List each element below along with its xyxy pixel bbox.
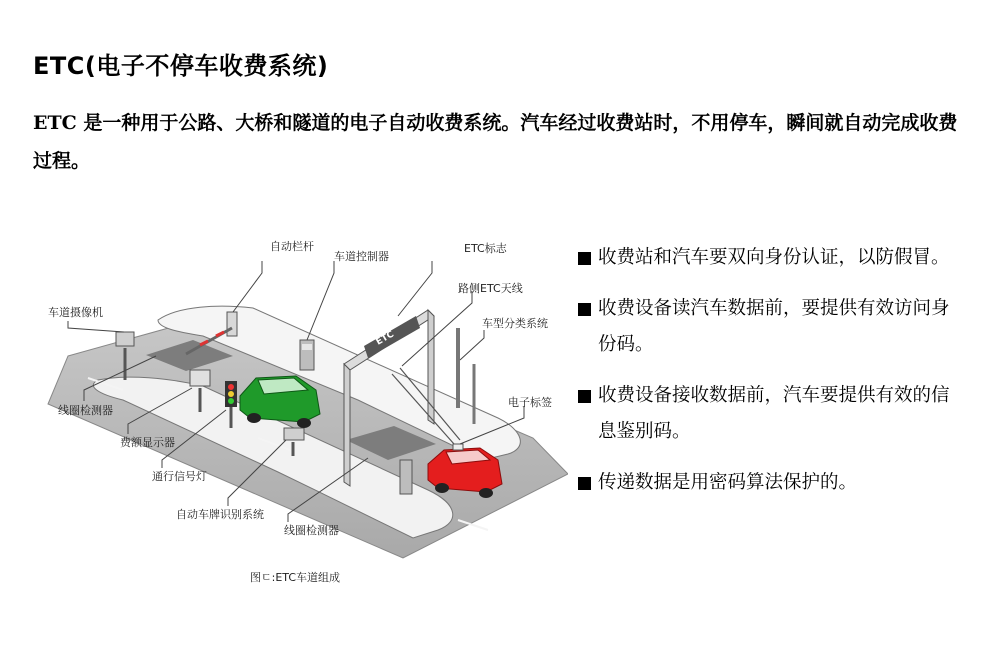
bullet-square-icon — [578, 303, 591, 316]
security-point-text: 收费设备接收数据前，汽车要提供有效的信息鉴别码。 — [598, 385, 950, 442]
bullet-square-icon — [578, 252, 591, 265]
security-point — [578, 291, 958, 363]
label-lane-controller: 车道控制器 — [334, 250, 389, 263]
bullet-square-icon — [578, 390, 591, 403]
label-fee-display: 费额显示器 — [120, 436, 175, 449]
label-barrier: 自动栏杆 — [270, 240, 314, 253]
security-point — [578, 240, 958, 276]
label-traffic-light: 通行信号灯 — [152, 470, 207, 483]
label-plate-recognition: 自动车牌识别系统 — [176, 508, 264, 521]
etc-lane-diagram — [28, 228, 568, 598]
intro-paragraph: ETC 是一种用于公路、大桥和隧道的电子自动收费系统。汽车经过收费站时，不用停车，瞬间就自动完成收费过程。 — [33, 112, 958, 172]
label-loop-detector-2: 线圈检测器 — [284, 524, 339, 537]
lane-controller-icon — [300, 340, 314, 370]
green-car — [240, 376, 320, 428]
label-electronic-tag: 电子标签 — [508, 396, 552, 409]
security-point — [578, 465, 958, 501]
security-point-text: 收费设备读汽车数据前，要提供有效访问身份码。 — [598, 298, 950, 355]
diagram-caption: 图ㄷ:ETC车道组成 — [250, 571, 341, 584]
label-vehicle-classifier: 车型分类系统 — [482, 317, 548, 330]
security-point-text: 收费站和汽车要双向身份认证，以防假冒。 — [598, 247, 950, 268]
page-title: ETC(电子不停车收费系统) — [33, 52, 329, 80]
gantry-etc-text: ETC — [374, 329, 396, 348]
security-points-list — [578, 240, 958, 516]
security-point — [578, 378, 958, 450]
label-roadside-antenna: 路侧ETC天线 — [458, 282, 523, 295]
label-etc-sign: ETC标志 — [464, 242, 507, 255]
security-point-text: 传递数据是用密码算法保护的。 — [598, 472, 858, 493]
label-lane-camera: 车道摄像机 — [48, 306, 103, 319]
bullet-square-icon — [578, 477, 591, 490]
exit-cabinet-icon — [400, 460, 412, 494]
label-loop-detector-1: 线圈检测器 — [58, 404, 113, 417]
